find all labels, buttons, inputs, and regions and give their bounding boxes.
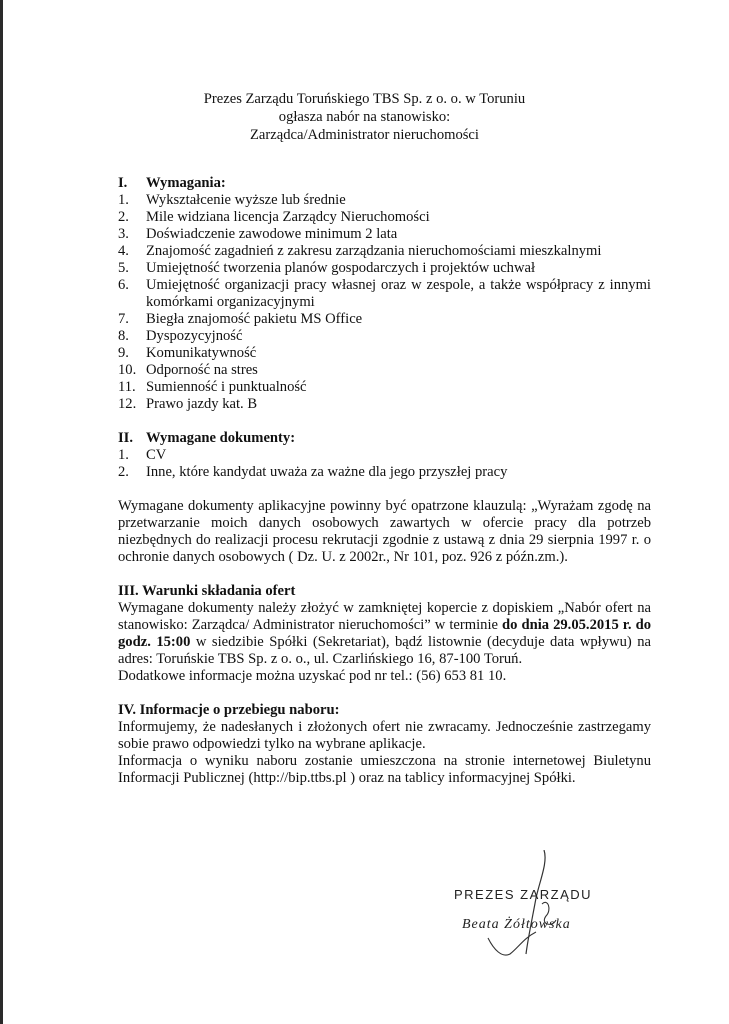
list-item bbox=[118, 345, 651, 362]
list-item-text: Inne, które kandydat uważa za ważne dla jego przyszłej pracy bbox=[146, 464, 508, 480]
list-item bbox=[118, 396, 651, 413]
section-1-number: I. bbox=[118, 175, 128, 191]
list-item-number: 2. bbox=[118, 209, 129, 225]
list-item-text: Umiejętność organizacji pracy własnej oraz w zespole, a także współpracy z innymi komórkami organizacyjnymi bbox=[146, 277, 651, 310]
list-item bbox=[118, 379, 651, 396]
list-item-number: 8. bbox=[118, 328, 129, 344]
list-item-text: Prawo jazdy kat. B bbox=[146, 396, 258, 412]
list-item-text: Mile widziana licencja Zarządcy Nieruchomości bbox=[146, 209, 430, 225]
list-item bbox=[118, 192, 651, 209]
section-3-title: III. Warunki składania ofert bbox=[118, 583, 296, 599]
list-item-number: 1. bbox=[118, 447, 129, 463]
list-item-text: Sumienność i punktualność bbox=[146, 379, 307, 395]
list-item-text: Umiejętność tworzenia planów gospodarczych i projektów uchwał bbox=[146, 260, 536, 276]
contact-info: Dodatkowe informacje można uzyskać pod nr tel.: (56) 653 81 10. bbox=[118, 668, 507, 684]
requirements-list bbox=[118, 192, 651, 413]
header-line-3: Zarządca/Administrator nieruchomości bbox=[250, 127, 479, 143]
submission-text-a: Wymagane dokumenty należy złożyć w zamkniętej kopercie z dopiskiem „Nabór ofert na stanowisko: Zarządca/ Administrator nieruchomości” w terminie bbox=[118, 600, 651, 633]
list-item-text: Doświadczenie zawodowe minimum 2 lata bbox=[146, 226, 398, 242]
list-item-number: 3. bbox=[118, 226, 129, 242]
list-item bbox=[118, 226, 651, 243]
list-item-text: Odporność na stres bbox=[146, 362, 258, 378]
list-item bbox=[118, 328, 651, 345]
list-item bbox=[118, 464, 651, 481]
signature-name: Beata Żółtowska bbox=[462, 917, 571, 932]
list-item-number: 11. bbox=[118, 379, 136, 395]
documents-list bbox=[118, 447, 651, 481]
consent-clause: Wymagane dokumenty aplikacyjne powinny być opatrzone klauzulą: „Wyrażam zgodę na przetwarzanie moich danych osobowych zawartych w ofercie pracy dla potrzeb niezbędnych do realizacji procesu rekrutacji zgodnie z ustawą z dnia 29 sierpnia 1997 r. o ochronie danych osobowych ( Dz. U. z 2002r., Nr 101, poz. 926 z późn.zm.). bbox=[118, 498, 651, 565]
section-4-title: IV. Informacje o przebiegu naboru: bbox=[118, 702, 340, 718]
list-item-number: 6. bbox=[118, 277, 129, 293]
handwritten-signature-icon bbox=[448, 850, 618, 970]
signature-title: PREZES ZARZĄDU bbox=[454, 887, 593, 902]
header-line-2: ogłasza nabór na stanowisko: bbox=[278, 109, 451, 125]
list-item-number: 10. bbox=[118, 362, 137, 378]
signature-stamp bbox=[448, 850, 618, 970]
list-item-number: 1. bbox=[118, 192, 129, 208]
document-body bbox=[118, 175, 651, 787]
document-header bbox=[0, 90, 729, 144]
list-item-text: Wykształcenie wyższe lub średnie bbox=[146, 192, 346, 208]
submission-conditions bbox=[118, 600, 651, 668]
list-item-text: Biegła znajomość pakietu MS Office bbox=[146, 311, 363, 327]
list-item-number: 7. bbox=[118, 311, 129, 327]
section-1-heading bbox=[118, 175, 651, 192]
list-item bbox=[118, 209, 651, 226]
list-item bbox=[118, 447, 651, 464]
list-item-number: 5. bbox=[118, 260, 129, 276]
list-item-text: Dyspozycyjność bbox=[146, 328, 243, 344]
scan-edge-shadow bbox=[0, 0, 3, 1024]
header-line-1: Prezes Zarządu Toruńskiego TBS Sp. z o. o. w Toruniu bbox=[203, 91, 526, 107]
submission-deadline: do dnia 29.05.2015 r. do godz. 15:00 bbox=[118, 617, 651, 650]
list-item-number: 12. bbox=[118, 396, 137, 412]
list-item bbox=[118, 260, 651, 277]
list-item-number: 9. bbox=[118, 345, 129, 361]
list-item-text: CV bbox=[146, 447, 167, 463]
list-item-text: Komunikatywność bbox=[146, 345, 257, 361]
submission-text-b: w siedzibie Spółki (Sekretariat), bądź listownie (decyduje data wpływu) na adres: Toruńskie TBS Sp. z o. o., ul. Czarlińskiego 16, 87-100 Toruń. bbox=[118, 634, 651, 667]
list-item bbox=[118, 243, 651, 260]
section-2-heading bbox=[118, 430, 651, 447]
section-4-paragraph-1: Informujemy, że nadesłanych i złożonych ofert nie zwracamy. Jednocześnie zastrzegamy sobie prawo odpowiedzi tylko na wybrane aplikacje. bbox=[118, 719, 651, 752]
list-item-text: Znajomość zagadnień z zakresu zarządzania nieruchomościami mieszkalnymi bbox=[146, 243, 602, 259]
list-item bbox=[118, 277, 651, 311]
section-2-number: II. bbox=[118, 430, 134, 446]
list-item bbox=[118, 311, 651, 328]
section-1-title: Wymagania: bbox=[146, 175, 226, 191]
list-item-number: 2. bbox=[118, 464, 129, 480]
list-item-number: 4. bbox=[118, 243, 129, 259]
section-4-paragraph-2: Informacja o wyniku naboru zostanie umieszczona na stronie internetowej Biuletynu Informacji Publicznej (http://bip.ttbs.pl ) oraz na tablicy informacyjnej Spółki. bbox=[118, 753, 651, 786]
list-item bbox=[118, 362, 651, 379]
section-2-title: Wymagane dokumenty: bbox=[146, 430, 296, 446]
